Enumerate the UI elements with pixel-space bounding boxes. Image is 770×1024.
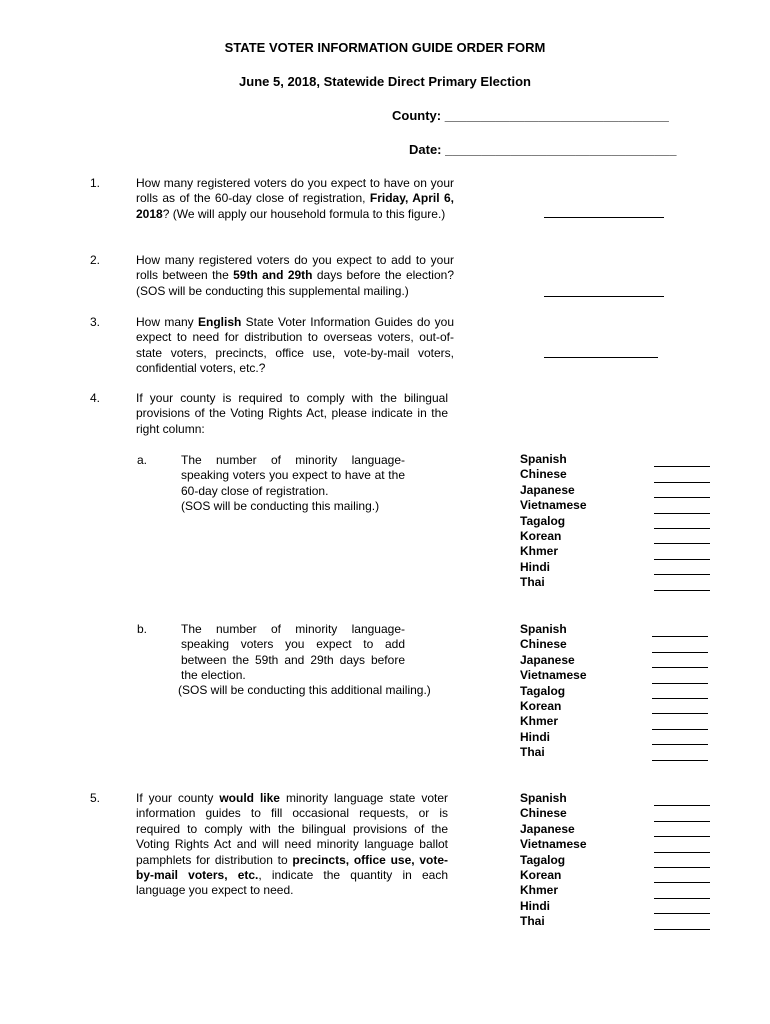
language-label: Chinese (520, 637, 567, 652)
language-row (520, 544, 710, 559)
quantity-line[interactable] (652, 719, 708, 730)
language-label: Korean (520, 698, 562, 713)
quantity-line[interactable] (654, 903, 710, 914)
quantity-line[interactable] (654, 811, 710, 822)
language-list-5 (520, 791, 710, 930)
question-1-answer-line[interactable] (544, 217, 664, 218)
language-row (520, 868, 710, 883)
quantity-line[interactable] (654, 472, 710, 483)
language-row (520, 806, 710, 821)
quantity-line[interactable] (652, 703, 708, 714)
quantity-line[interactable] (654, 888, 710, 899)
question-4b-text: The number of minority language-speaking voters you expect to add between the 59th and 29th days before the election. (181, 622, 405, 683)
quantity-line[interactable] (652, 750, 708, 761)
quantity-line[interactable] (654, 857, 710, 868)
question-4a-note: (SOS will be conducting this mailing.) (181, 499, 380, 513)
language-row (520, 452, 710, 467)
quantity-line[interactable] (652, 642, 708, 653)
question-1-number: 1. (90, 176, 101, 190)
date-field[interactable]: Date: ________________________________ (409, 142, 677, 157)
question-4b-letter: b. (137, 622, 148, 636)
language-label: Tagalog (520, 513, 566, 528)
quantity-line[interactable] (652, 657, 708, 668)
form-title: STATE VOTER INFORMATION GUIDE ORDER FORM (224, 40, 546, 55)
language-label: Japanese (520, 652, 575, 667)
language-row (520, 684, 708, 699)
language-label: Korean (520, 867, 562, 882)
language-label: Chinese (520, 806, 567, 821)
question-4-number: 4. (90, 391, 101, 405)
language-row (520, 853, 710, 868)
quantity-line[interactable] (652, 626, 708, 637)
language-row (520, 914, 710, 929)
language-row (520, 791, 710, 806)
language-row (520, 745, 708, 760)
language-label: Japanese (520, 821, 575, 836)
language-row (520, 529, 710, 544)
language-row (520, 560, 710, 575)
language-row (520, 514, 710, 529)
question-2-number: 2. (90, 253, 101, 267)
quantity-line[interactable] (652, 734, 708, 745)
language-label: Khmer (520, 714, 559, 729)
language-label: Vietnamese (520, 837, 587, 852)
quantity-line[interactable] (654, 564, 710, 575)
quantity-line[interactable] (652, 673, 708, 684)
quantity-line[interactable] (654, 518, 710, 529)
quantity-line[interactable] (654, 826, 710, 837)
language-row (520, 483, 710, 498)
language-label: Tagalog (520, 852, 566, 867)
question-3-text: How many English State Voter Information Guides do you expect to need for distribution to overseas voters, out-of-state voters, precincts, office use, vote-by-mail voters, confidential voters, etc.? (136, 315, 454, 376)
language-row (520, 714, 708, 729)
language-label: Spanish (520, 621, 567, 636)
language-label: Hindi (520, 898, 550, 913)
language-row (520, 699, 708, 714)
language-label: Hindi (520, 729, 550, 744)
county-field[interactable]: County: _______________________________ (392, 108, 669, 123)
language-row (520, 822, 710, 837)
language-label: Vietnamese (520, 498, 587, 513)
quantity-line[interactable] (654, 872, 710, 883)
question-3-number: 3. (90, 315, 101, 329)
election-subtitle: June 5, 2018, Statewide Direct Primary Election (239, 74, 531, 89)
quantity-line[interactable] (654, 549, 710, 560)
language-label: Korean (520, 528, 562, 543)
language-label: Chinese (520, 467, 567, 482)
quantity-line[interactable] (654, 842, 710, 853)
language-list-4a (520, 452, 710, 591)
quantity-line[interactable] (654, 456, 710, 467)
language-label: Spanish (520, 790, 567, 805)
quantity-line[interactable] (652, 688, 708, 699)
language-row (520, 622, 708, 637)
language-label: Tagalog (520, 683, 566, 698)
question-2-answer-line[interactable] (544, 296, 664, 297)
question-4a-text: The number of minority language-speaking voters you expect to have at the 60-day close of registration. (181, 453, 405, 498)
question-5-text: If your county would like minority language state voter information guides to fill occasional requests, or is required to comply with the bilingual provisions of the Voting Rights Act and will need minority language ballot pamphlets for distribution to precincts, office use, vote-by-mail voters, etc., indicate the quantity in each language you expect to need. (136, 791, 449, 898)
language-label: Thai (520, 914, 545, 929)
question-3-answer-line[interactable] (544, 357, 658, 358)
language-row (520, 653, 708, 668)
quantity-line[interactable] (654, 580, 710, 591)
language-label: Japanese (520, 482, 575, 497)
quantity-line[interactable] (654, 919, 710, 930)
language-label: Vietnamese (520, 668, 587, 683)
language-row (520, 883, 710, 898)
language-row (520, 668, 708, 683)
question-4b-note: (SOS will be conducting this additional mailing.) (178, 683, 431, 697)
language-row (520, 467, 710, 482)
language-row (520, 730, 708, 745)
language-label: Khmer (520, 883, 559, 898)
quantity-line[interactable] (654, 503, 710, 514)
language-row (520, 899, 710, 914)
language-row (520, 498, 710, 513)
language-label: Thai (520, 575, 545, 590)
language-row (520, 575, 710, 590)
language-list-4b (520, 622, 708, 761)
quantity-line[interactable] (654, 795, 710, 806)
language-label: Spanish (520, 451, 567, 466)
language-label: Hindi (520, 559, 550, 574)
language-row (520, 637, 708, 652)
language-row (520, 837, 710, 852)
question-1-text: How many registered voters do you expect to have on your rolls as of the 60-day close of registration, Friday, April 6, 2018? (We will apply our household formula to this figure.) (136, 176, 454, 221)
language-label: Thai (520, 745, 545, 760)
question-4-text: If your county is required to comply with the bilingual provisions of the Voting Rights Act, please indicate in the right column: (136, 391, 448, 436)
question-5-number: 5. (90, 791, 101, 805)
quantity-line[interactable] (654, 487, 710, 498)
question-2-text: How many registered voters do you expect to add to your rolls between the 59th and 29th days before the election? (SOS will be conducting this supplemental mailing.) (136, 253, 454, 298)
question-4a-letter: a. (137, 453, 148, 467)
language-label: Khmer (520, 544, 559, 559)
quantity-line[interactable] (654, 533, 710, 544)
